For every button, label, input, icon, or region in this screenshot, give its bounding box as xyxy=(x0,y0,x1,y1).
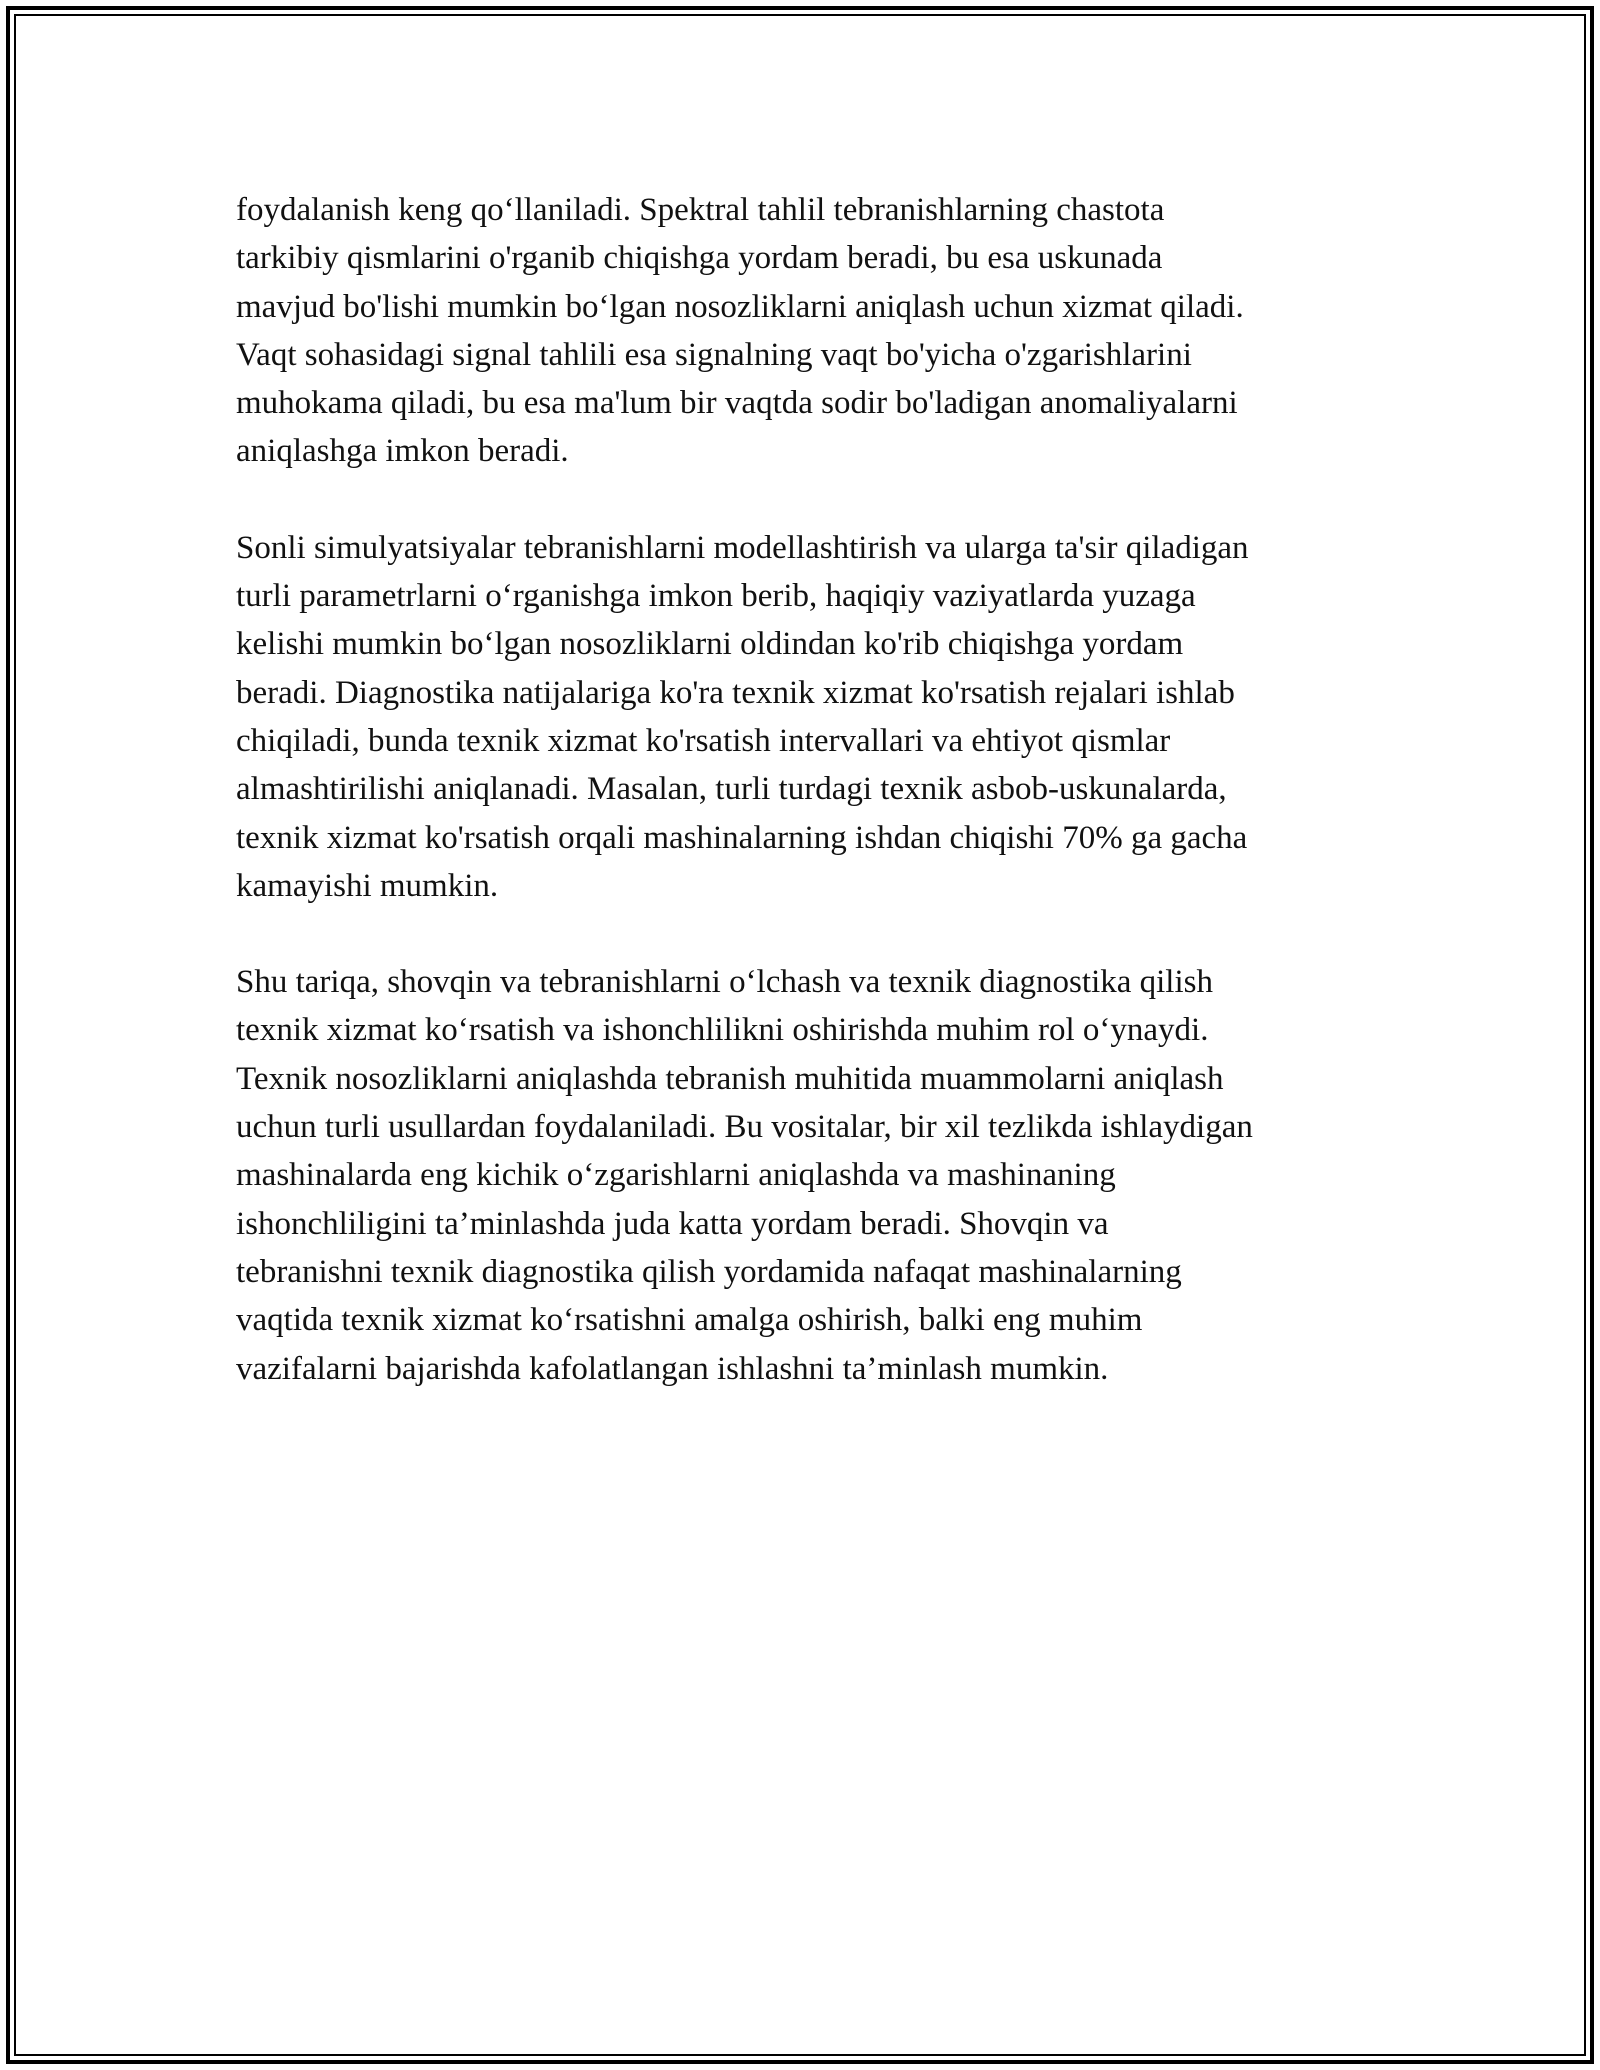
paragraph-3 xyxy=(236,958,1386,1393)
text-line: foydalanish keng qo‘llaniladi. Spektral tahlil tebranishlarning chastota xyxy=(236,192,1165,228)
text-line: mashinalarda eng kichik o‘zgarishlarni aniqlashda va mashinaning xyxy=(236,1157,1116,1194)
text-line: texnik xizmat ko'rsatish orqali mashinalarning ishdan chiqishi 70% ga gacha xyxy=(236,819,1248,856)
text-line: almashtirilishi aniqlanadi. Masalan, turli turdagi texnik asbob-uskunalarda, xyxy=(236,771,1227,808)
text-line: texnik xizmat ko‘rsatish va ishonchlilikni oshirishda muhim rol o‘ynaydi. xyxy=(236,1012,1209,1049)
text-line: turli parametrlarni o‘rganishga imkon berib, haqiqiy vaziyatlarda yuzaga xyxy=(236,578,1196,615)
text-line: muhokama qiladi, bu esa ma'lum bir vaqtda sodir bo'ladigan anomaliyalarni xyxy=(236,385,1238,422)
text-line: Sonli simulyatsiyalar tebranishlarni modellashtirish va ularga ta'sir qiladigan xyxy=(236,529,1249,566)
text-line: kamayishi mumkin. xyxy=(236,867,499,904)
paragraph-2 xyxy=(236,524,1386,910)
text-line: kelishi mumkin bo‘lgan nosozliklarni oldindan ko'rib chiqishga yordam xyxy=(236,626,1184,663)
text-line: Texnik nosozliklarni aniqlashda tebranish muhitida muammolarni aniqlash xyxy=(236,1060,1224,1097)
text-line: ishonchliligini ta’minlashda juda katta yordam beradi. Shovqin va xyxy=(236,1205,1109,1242)
text-line: vazifalarni bajarishda kafolatlangan ishlashni ta’minlash mumkin. xyxy=(236,1350,1109,1387)
text-line: uchun turli usullardan foydalaniladi. Bu vositalar, bir xil tezlikda ishlaydigan xyxy=(236,1109,1253,1146)
text-line: vaqtida texnik xizmat ko‘rsatishni amalga oshirish, balki eng muhim xyxy=(236,1302,1143,1339)
text-line: chiqiladi, bunda texnik xizmat ko'rsatish intervallari va ehtiyot qismlar xyxy=(236,722,1171,759)
text-line: Vaqt sohasidagi signal tahlili esa signalning vaqt bo'yicha o'zgarishlarini xyxy=(236,336,1192,373)
text-line: tarkibiy qismlarini o'rganib chiqishga yordam beradi, bu esa uskunada xyxy=(236,240,1163,277)
text-line: Shu tariqa, shovqin va tebranishlarni o‘lchash va texnik diagnostika qilish xyxy=(236,964,1213,1001)
text-line: aniqlashga imkon beradi. xyxy=(236,433,569,470)
text-line: tebranishni texnik diagnostika qilish yordamida nafaqat mashinalarning xyxy=(236,1253,1182,1290)
text-line: mavjud bo'lishi mumkin bo‘lgan nosozliklarni aniqlash uchun xizmat qiladi. xyxy=(236,288,1244,325)
text-line: beradi. Diagnostika natijalariga ko'ra texnik xizmat ko'rsatish rejalari ishlab xyxy=(236,674,1235,711)
document-body xyxy=(236,186,1386,1441)
paragraph-1 xyxy=(236,186,1386,476)
